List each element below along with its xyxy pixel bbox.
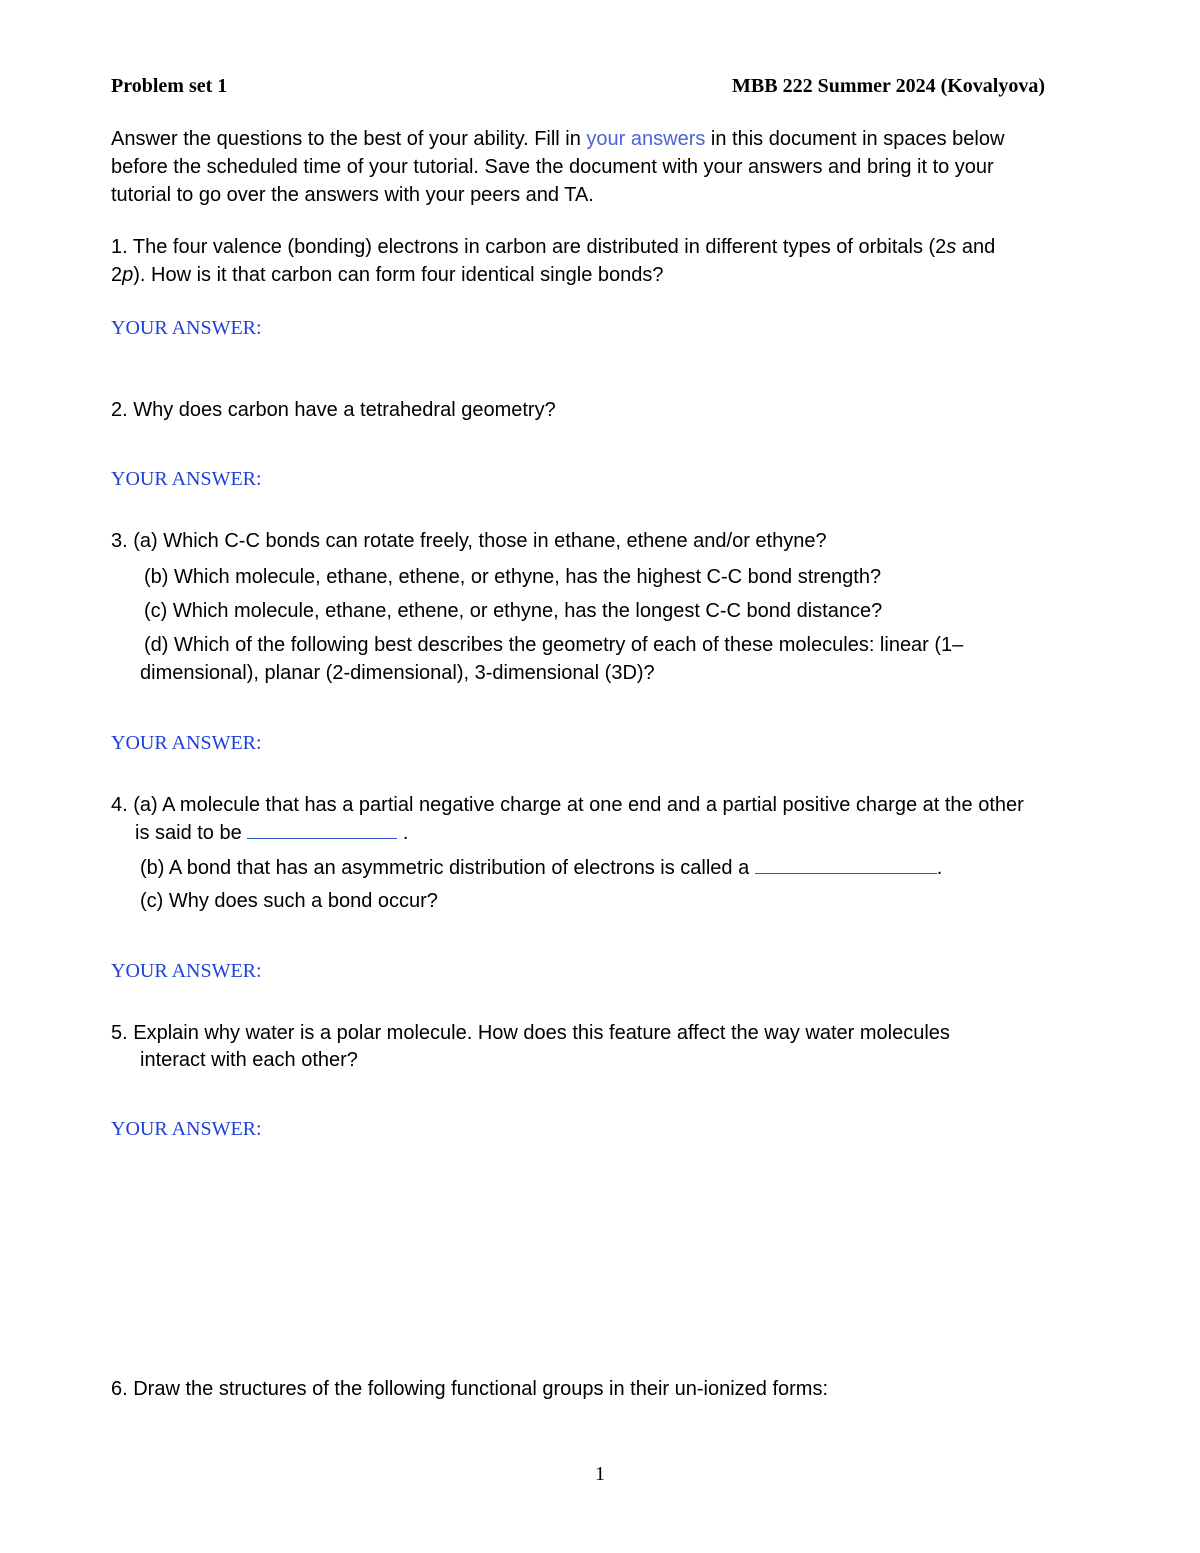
- intro-paragraph: [111, 125, 1086, 209]
- answer-label-q5[interactable]: YOUR ANSWER:: [111, 1118, 262, 1140]
- question-3a: 3. (a) Which C-C bonds can rotate freely, those in ethane, ethene and/or ethyne?: [111, 530, 827, 552]
- question-3d-line-2: dimensional), planar (2-dimensional), 3-dimensional (3D)?: [140, 662, 655, 684]
- answer-label-q2[interactable]: YOUR ANSWER:: [111, 468, 262, 490]
- blank-4b[interactable]: [755, 853, 937, 874]
- question-5-line-1: 5. Explain why water is a polar molecule. How does this feature affect the way water molecules: [111, 1022, 950, 1044]
- intro-line-1: Answer the questions to the best of your ability. Fill in your answers in this document in spaces below: [111, 128, 1005, 150]
- course-title: MBB 222 Summer 2024 (Kovalyova): [732, 75, 1045, 97]
- question-4b: (b) A bond that has an asymmetric distribution of electrons is called a .: [140, 853, 942, 882]
- question-5-line-2: interact with each other?: [140, 1049, 358, 1071]
- question-3b: (b) Which molecule, ethane, ethene, or ethyne, has the highest C-C bond strength?: [144, 566, 882, 588]
- intro-line-2: before the scheduled time of your tutorial. Save the document with your answers and bring it to your: [111, 156, 994, 178]
- page-header: [111, 72, 1045, 102]
- question-6: 6. Draw the structures of the following functional groups in their un-ionized forms:: [111, 1378, 829, 1400]
- question-1: [111, 233, 1086, 289]
- intro-line-3: tutorial to go over the answers with your peers and TA.: [111, 184, 594, 206]
- problem-set-title: Problem set 1: [111, 75, 228, 97]
- question-4a-line-1: 4. (a) A molecule that has a partial negative charge at one end and a partial positive charge at the other: [111, 794, 1024, 816]
- q1-line-2: 2p). How is it that carbon can form four identical single bonds?: [111, 264, 664, 286]
- your-answers-link[interactable]: your answers: [586, 128, 706, 150]
- question-3d-line-1: (d) Which of the following best describes the geometry of each of these molecules: linear (1–: [144, 634, 964, 656]
- q1-line-1: 1. The four valence (bonding) electrons in carbon are distributed in different types of orbitals (2s and: [111, 236, 996, 258]
- answer-label-q1[interactable]: YOUR ANSWER:: [111, 317, 262, 339]
- page-number: 1: [595, 1463, 605, 1485]
- question-2: 2. Why does carbon have a tetrahedral geometry?: [111, 399, 556, 421]
- question-4c: (c) Why does such a bond occur?: [140, 890, 438, 912]
- question-4a-line-2: is said to be .: [135, 818, 408, 847]
- blank-4a[interactable]: [247, 818, 397, 839]
- answer-label-q3[interactable]: YOUR ANSWER:: [111, 732, 262, 754]
- question-3c: (c) Which molecule, ethane, ethene, or ethyne, has the longest C-C bond distance?: [144, 600, 883, 622]
- answer-label-q4[interactable]: YOUR ANSWER:: [111, 960, 262, 982]
